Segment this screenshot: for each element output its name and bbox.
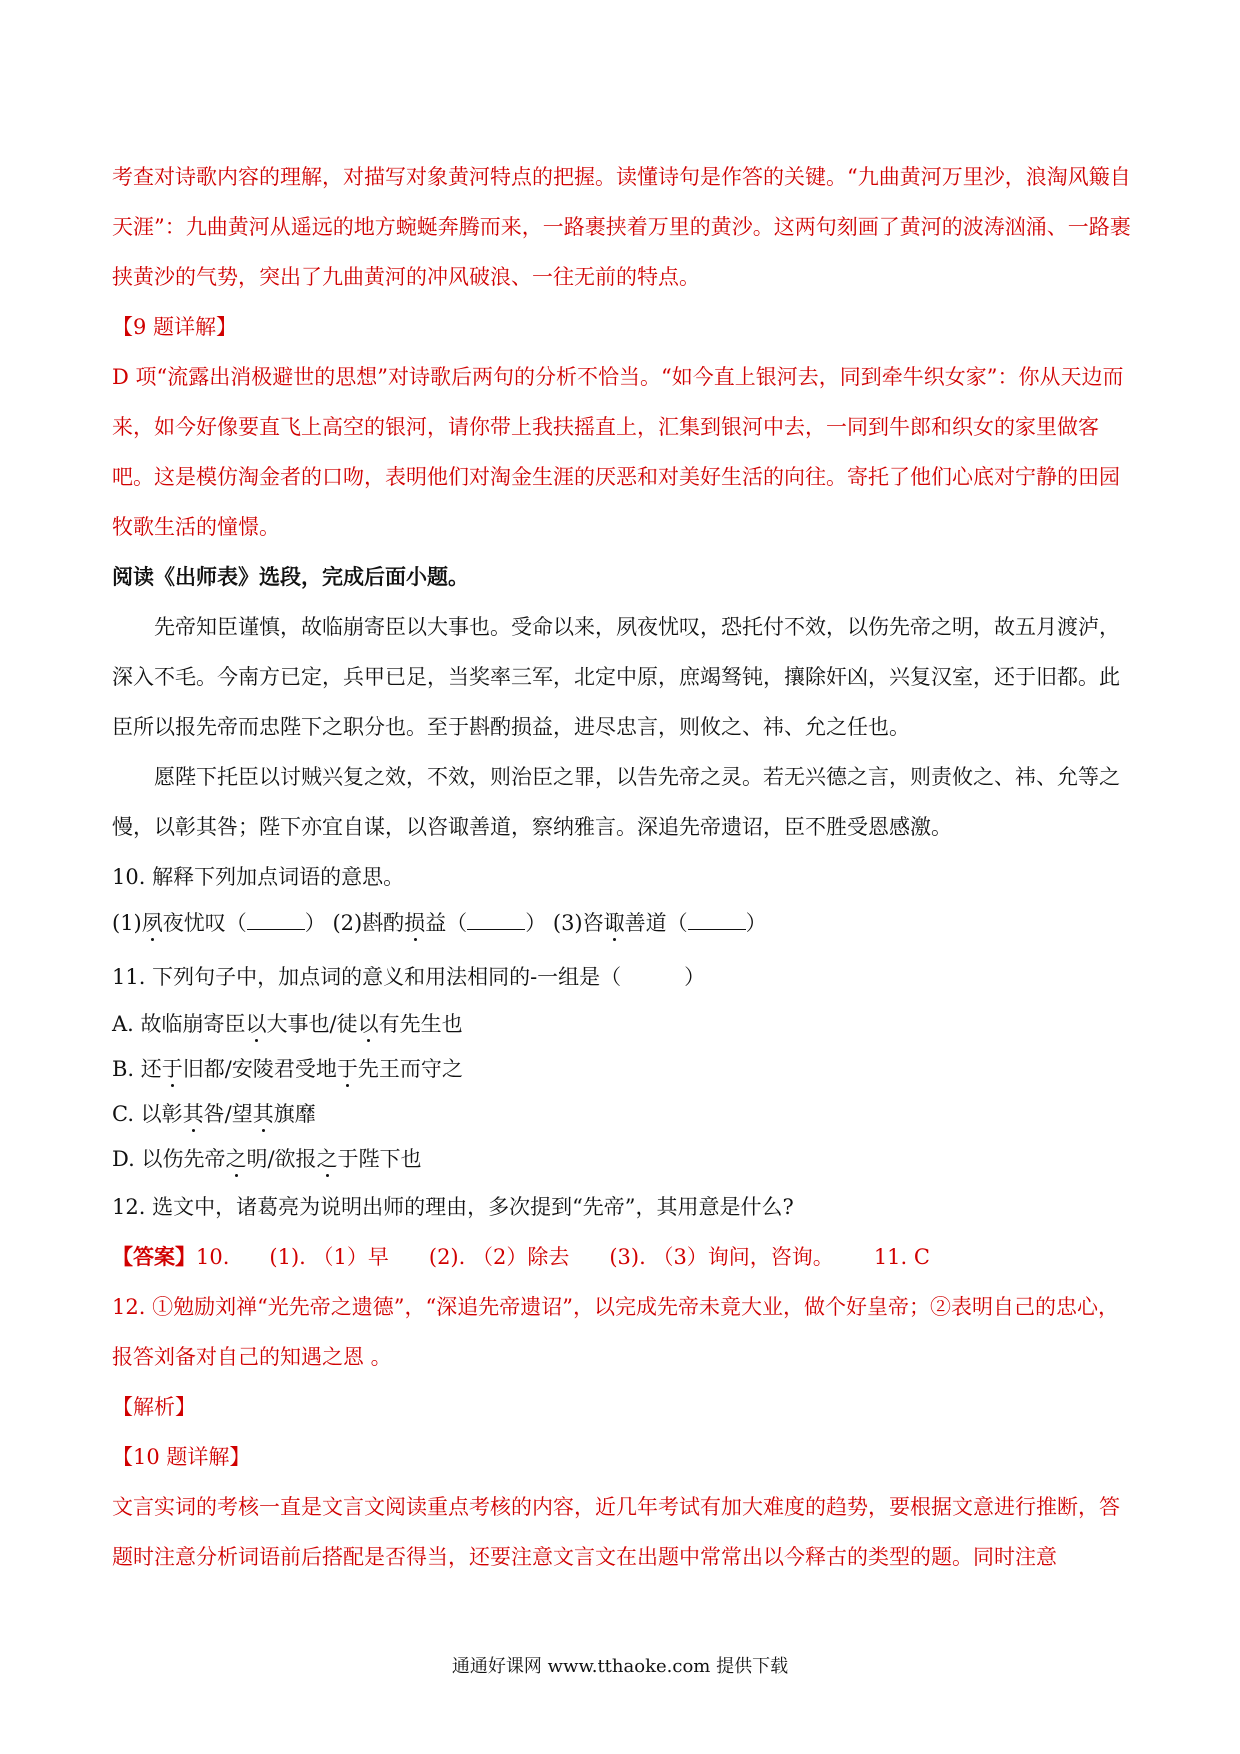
reading-instruction: 阅读《出师表》选段，完成后面小题。 [112,564,469,589]
q10-item-3-blank [688,915,746,930]
option-d-text-end: 于陛下也 [337,1147,422,1171]
document-page [112,152,1132,1582]
option-c-text: C. 以彰 [112,1102,183,1126]
q10-item-3-dotted: 诹 [603,911,625,935]
answer-10-2: (2). （2）除去 [428,1245,570,1269]
q10-item-1-blank [247,915,305,930]
q10-item-2-close: ） [525,911,547,935]
q10-item-1-number: (1) [112,911,142,935]
q12-stem: 12. 选文中，诸葛亮为说明出师的理由，多次提到“先帝”，其用意是什么? [112,1195,794,1219]
option-a-text: A. 故临崩寄臣 [112,1012,246,1036]
option-c-dotted-1: 其 [182,1102,204,1126]
option-c-dotted-2: 其 [252,1102,274,1126]
option-a-dotted-1: 以 [245,1012,267,1036]
option-c-text-end: 旗靡 [273,1102,316,1126]
q11-stem: 11. 下列句子中，加点词的意义和用法相同的-一组是（ ） [112,965,706,989]
option-d-text: D. 以伤先帝 [112,1147,226,1171]
option-c-text-mid: 咎/望 [203,1102,253,1126]
q8-analysis-text: 考查对诗歌内容的理解，对描写对象黄河特点的把握。读懂诗句是作答的关键。“九曲黄河万里沙，浪淘风簸自天涯”：九曲黄河从遥远的地方蜿蜒奔腾而来，一路裹挟着万里的黄沙。这两句刻画了黄河的波涛汹涌、一路裹挟黄沙的气势，突出了九曲黄河的冲风破浪、一往无前的特点。 [112,165,1131,289]
q9-detail-heading: 【9 题详解】 [112,315,238,339]
option-a-text-mid: 大事也/徒 [266,1012,358,1036]
q10-item-1-dotted: 夙 [141,911,163,935]
option-d-dotted-1: 之 [225,1147,247,1171]
option-b-dotted-1: 于 [161,1057,183,1081]
answer-line [112,1232,1132,1282]
q11-option-b [112,1047,1132,1092]
q10-item-3-rest: 善道（ [624,911,688,935]
q10-items [112,902,1132,944]
passage-paragraph-1: 先帝知臣谨慎，故临崩寄臣以大事也。受命以来，夙夜忧叹，恐托付不效，以伤先帝之明，故五月渡泸，深入不毛。今南方已定，兵甲已足，当奖率三军，北定中原，庶竭驽钝，攘除奸凶，兴复汉室，还于旧都。此臣所以报先帝而忠陛下之职分也。至于斟酌损益，进尽忠言，则攸之、祎、允之任也。 [112,615,1120,739]
answer-label: 【答案】 [112,1244,196,1269]
q10-item-1-rest: 夜忧叹（ [162,911,247,935]
q10-detail-text: 文言实词的考核一直是文言文阅读重点考核的内容，近几年考试有加大难度的趋势，要根据文意进行推断，答题时注意分析词语前后搭配是否得当，还要注意文言文在出题中常常出以今释古的类型的题。同时注意 [112,1495,1120,1569]
answer-10-number: 10. [196,1245,230,1269]
option-b-text: B. 还 [112,1057,162,1081]
option-b-dotted-2: 于 [336,1057,358,1081]
q10-stem: 10. 解释下列加点词语的意思。 [112,865,405,889]
q11-option-c [112,1092,1132,1137]
passage-paragraph-2: 愿陛下托臣以讨贼兴复之效，不效，则治臣之罪，以告先帝之灵。若无兴德之言，则责攸之、祎、允等之慢，以彰其咎；陛下亦宜自谋，以咨诹善道，察纳雅言。深追先帝遗诏，臣不胜受恩感激。 [112,765,1120,839]
q10-item-1-close: ） [304,911,326,935]
q10-item-2-number: (2) [332,911,363,935]
option-b-text-end: 先王而守之 [357,1057,463,1081]
option-b-text-mid: 旧都/安陵君受地 [182,1057,337,1081]
q11-option-d [112,1137,1132,1182]
option-a-text-end: 有先生也 [378,1012,463,1036]
q10-item-2-dotted: 损 [404,911,426,935]
q10-item-3-prefix: 咨 [582,911,604,935]
answer-11: 11. C [873,1245,930,1269]
option-d-text-mid: 明/欲报 [246,1147,317,1171]
answer-12: 12. ①勉励刘禅“光先帝之遗德”，“深追先帝遗诏”，以完成先帝未竟大业，做个好皇帝；②表明自己的忠心，报答刘备对自己的知遇之恩 。 [112,1295,1120,1369]
q10-item-3-number: (3) [552,911,583,935]
option-d-dotted-2: 之 [316,1147,338,1171]
q11-option-a [112,1002,1132,1047]
page-footer: 通通好课网 www.tthaoke.com 提供下载 [451,1656,789,1677]
analysis-label: 【解析】 [112,1395,196,1419]
option-a-dotted-2: 以 [357,1012,379,1036]
q10-item-2-rest: 益（ [425,911,468,935]
q9-detail-text: D 项“流露出消极避世的思想”对诗歌后两句的分析不恰当。“如今直上银河去，同到牵牛织女家”：你从天边而来，如今好像要直飞上高空的银河，请你带上我扶摇直上，汇集到银河中去，一同到牛郎和织女的家里做客吧。这是模仿淘金者的口吻，表明他们对淘金生涯的厌恶和对美好生活的向往。寄托了他们心底对宁静的田园牧歌生活的憧憬。 [112,365,1124,539]
q10-detail-heading: 【10 题详解】 [112,1445,251,1469]
answer-10-3: (3). （3）询问，咨询。 [609,1245,834,1269]
q10-item-3-close: ） [745,911,767,935]
q10-item-2-prefix: 斟酌 [362,911,405,935]
answer-10-1: (1). （1）早 [269,1245,389,1269]
q10-item-2-blank [467,915,525,930]
